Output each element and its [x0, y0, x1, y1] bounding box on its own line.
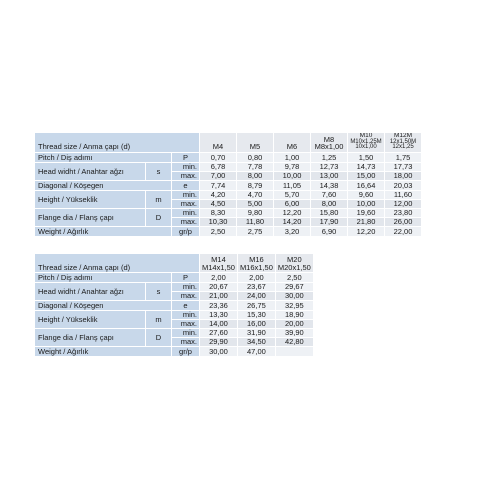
table-row: [35, 227, 421, 236]
cell: 39,90: [276, 329, 313, 337]
row-symbol: gr/p: [172, 347, 199, 356]
cell: 13,00: [311, 172, 347, 180]
cell: 2,00: [238, 273, 275, 282]
cell: 7,74: [200, 181, 236, 190]
cell: [276, 347, 313, 356]
col-header: M6: [274, 133, 310, 152]
cell: 21,80: [348, 218, 384, 226]
cell: 16,64: [348, 181, 384, 190]
cell: 10,00: [274, 172, 310, 180]
thread-size-label: Thread size / Anma çapı (d): [35, 133, 199, 152]
cell: 47,00: [238, 347, 275, 356]
cell: 30,00: [200, 347, 237, 356]
row-sub-label: min.: [172, 209, 199, 217]
cell: 24,00: [238, 292, 275, 300]
row-sub-label: min.: [172, 283, 199, 291]
row-label: Weight / Ağırlık: [35, 347, 171, 356]
row-sub-label: max.: [172, 200, 199, 208]
header-row: [35, 133, 421, 152]
table-row: [35, 301, 313, 310]
col-header: M4: [200, 133, 236, 152]
row-symbol: e: [172, 301, 199, 310]
table-row: [35, 329, 313, 337]
spec-table-m14-m20: [34, 253, 314, 357]
cell: 15,00: [348, 172, 384, 180]
row-symbol: P: [172, 273, 199, 282]
cell: 30,00: [276, 292, 313, 300]
table-row: [35, 153, 421, 162]
row-sub-label: min.: [172, 191, 199, 199]
table-row: [35, 273, 313, 282]
cell: 14,20: [274, 218, 310, 226]
row-sub-label: max.: [172, 338, 199, 346]
thread-size-label: Thread size / Anma çapı (d): [35, 254, 199, 272]
cell: 18,90: [276, 311, 313, 319]
cell: 1,50: [348, 153, 384, 162]
col-header: M8 M8x1,00: [311, 133, 347, 152]
cell: 27,60: [200, 329, 237, 337]
cell: 8,00: [311, 200, 347, 208]
cell: 10,30: [200, 218, 236, 226]
row-label: Flange dia / Flanş çapı: [35, 329, 145, 346]
cell: 16,00: [238, 320, 275, 328]
cell: 20,67: [200, 283, 237, 291]
cell: 1,00: [274, 153, 310, 162]
cell: 21,00: [200, 292, 237, 300]
table-row: [35, 347, 313, 356]
row-sub-label: max.: [172, 172, 199, 180]
cell: 14,00: [200, 320, 237, 328]
cell: 7,78: [237, 163, 273, 171]
cell: 10,00: [348, 200, 384, 208]
cell: 2,00: [200, 273, 237, 282]
cell: 13,30: [200, 311, 237, 319]
cell: 23,36: [200, 301, 237, 310]
cell: 34,50: [238, 338, 275, 346]
table-row: [35, 163, 421, 171]
cell: 8,30: [200, 209, 236, 217]
cell: 26,00: [385, 218, 421, 226]
table-row: [35, 191, 421, 199]
cell: 17,90: [311, 218, 347, 226]
cell: 23,80: [385, 209, 421, 217]
cell: 11,80: [237, 218, 273, 226]
cell: 22,00: [385, 227, 421, 236]
cell: 17,73: [385, 163, 421, 171]
col-header: M16 M16x1,50: [239, 255, 273, 272]
table-row: [35, 311, 313, 319]
row-symbol: gr/p: [172, 227, 199, 236]
row-label: Head widht / Anahtar ağzı: [35, 283, 145, 300]
cell: 7,60: [311, 191, 347, 199]
cell: 2,75: [237, 227, 273, 236]
header-row: [35, 254, 313, 272]
row-label: Diagonal / Köşegen: [35, 181, 171, 190]
cell: 12,20: [348, 227, 384, 236]
cell: 20,03: [385, 181, 421, 190]
cell: 9,60: [348, 191, 384, 199]
row-sub-label: min.: [172, 163, 199, 171]
cell: 6,00: [274, 200, 310, 208]
cell: 5,70: [274, 191, 310, 199]
row-label: Weight / Ağırlık: [35, 227, 171, 236]
table-row: [35, 181, 421, 190]
row-symbol: m: [146, 311, 171, 328]
row-label: Pitch / Diş adımı: [35, 273, 171, 282]
row-symbol: m: [146, 191, 171, 208]
cell: 8,79: [237, 181, 273, 190]
col-header: M12M 12x1,50M 12x1,25: [385, 133, 421, 152]
table-row: [35, 283, 313, 291]
row-symbol: D: [146, 329, 171, 346]
cell: 2,50: [200, 227, 236, 236]
row-sub-label: max.: [172, 292, 199, 300]
cell: 32,95: [276, 301, 313, 310]
cell: 15,80: [311, 209, 347, 217]
table-row: [35, 209, 421, 217]
cell: 9,78: [274, 163, 310, 171]
cell: 0,70: [200, 153, 236, 162]
cell: 29,90: [200, 338, 237, 346]
cell: 14,73: [348, 163, 384, 171]
cell: 20,00: [276, 320, 313, 328]
col-header: M20 M20x1,50: [277, 255, 311, 272]
cell: 8,00: [237, 172, 273, 180]
cell: 31,90: [238, 329, 275, 337]
cell: 9,80: [237, 209, 273, 217]
cell: 1,75: [385, 153, 421, 162]
row-symbol: s: [146, 163, 171, 180]
cell: 4,50: [200, 200, 236, 208]
cell: 3,20: [274, 227, 310, 236]
row-symbol: s: [146, 283, 171, 300]
cell: 11,60: [385, 191, 421, 199]
col-header: M10 M10x1,25M 10x1,00: [348, 133, 384, 152]
cell: 2,50: [276, 273, 313, 282]
spec-table-m4-m12: [34, 132, 422, 237]
row-sub-label: max.: [172, 218, 199, 226]
row-symbol: P: [172, 153, 199, 162]
cell: 6,90: [311, 227, 347, 236]
cell: 5,00: [237, 200, 273, 208]
cell: 4,20: [200, 191, 236, 199]
row-sub-label: min.: [172, 329, 199, 337]
cell: 18,00: [385, 172, 421, 180]
cell: 7,00: [200, 172, 236, 180]
col-header: M14 M14x1,50: [202, 255, 235, 272]
row-symbol: e: [172, 181, 199, 190]
cell: 11,05: [274, 181, 310, 190]
cell: 14,38: [311, 181, 347, 190]
cell: 4,70: [237, 191, 273, 199]
cell: 26,75: [238, 301, 275, 310]
row-symbol: D: [146, 209, 171, 226]
cell: 29,67: [276, 283, 313, 291]
col-header: M5: [237, 133, 273, 152]
row-sub-label: max.: [172, 320, 199, 328]
cell: 0,80: [237, 153, 273, 162]
row-label: Height / Yükseklik: [35, 311, 145, 328]
cell: 6,78: [200, 163, 236, 171]
row-label: Head widht / Anahtar ağzı: [35, 163, 145, 180]
row-label: Diagonal / Köşegen: [35, 301, 171, 310]
row-sub-label: min.: [172, 311, 199, 319]
row-label: Flange dia / Flanş çapı: [35, 209, 145, 226]
cell: 12,00: [385, 200, 421, 208]
row-label: Pitch / Diş adımı: [35, 153, 171, 162]
cell: 12,73: [311, 163, 347, 171]
cell: 12,20: [274, 209, 310, 217]
cell: 19,60: [348, 209, 384, 217]
cell: 1,25: [311, 153, 347, 162]
cell: 15,30: [238, 311, 275, 319]
cell: 42,80: [276, 338, 313, 346]
cell: 23,67: [238, 283, 275, 291]
row-label: Height / Yükseklik: [35, 191, 145, 208]
